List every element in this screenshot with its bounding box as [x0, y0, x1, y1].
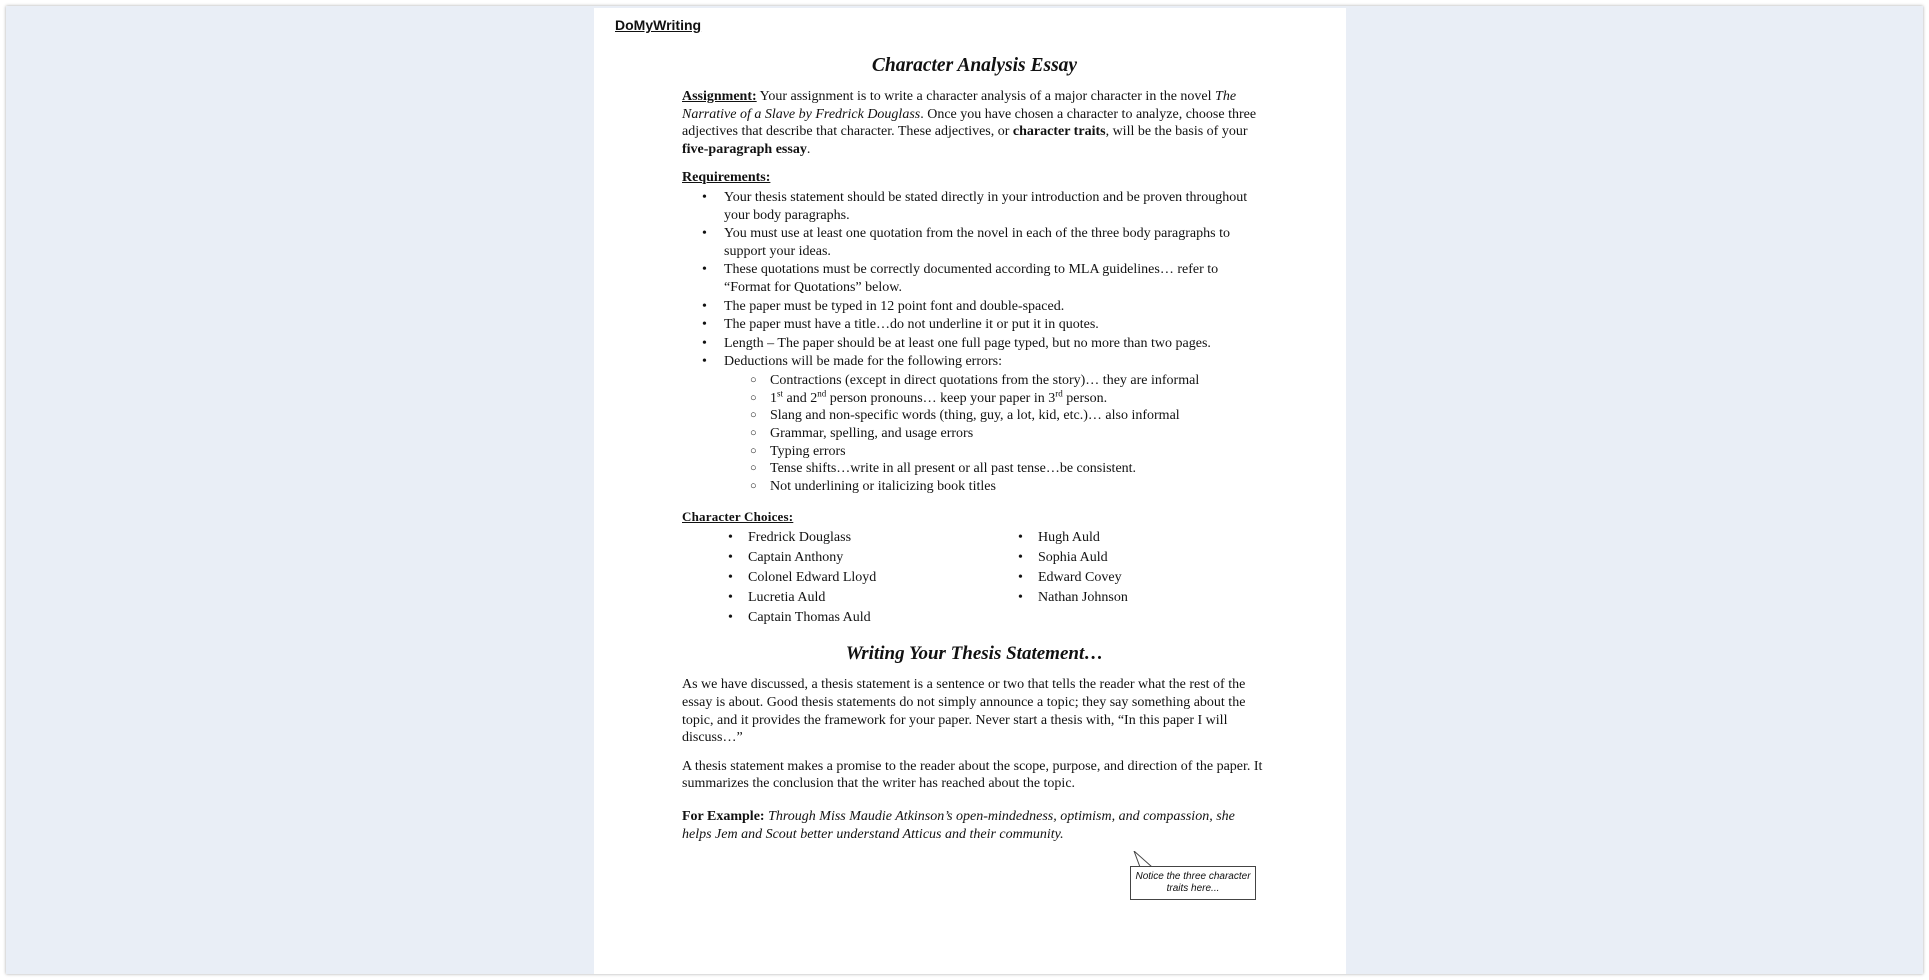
requirement-item — [724, 353, 1267, 496]
deduction-text: 1 — [770, 390, 777, 406]
character-item: • Fredrick Douglass — [748, 528, 1038, 548]
character-column-1 — [748, 528, 1038, 628]
character-item: • Sophia Auld — [1038, 548, 1128, 568]
requirement-text: The paper must have a title…do not underline it or put it in quotes. — [724, 317, 1099, 333]
example-paragraph — [682, 808, 1267, 843]
character-column-2 — [1038, 528, 1128, 628]
requirement-text: Deductions will be made for the following errors: — [724, 354, 1002, 370]
page-content — [682, 54, 1267, 854]
character-item: • Captain Thomas Auld — [748, 608, 1038, 628]
thesis-paragraph-1: As we have discussed, a thesis statement is a sentence or two that tells the reader what the rest of the essay is about. Good thesis statements do not simply announce a topic; they say something about the topic, and it provides the framework for your paper. Never start a thesis with, “In this paper I will discuss…” — [682, 677, 1246, 746]
deduction-text: person. — [1062, 390, 1108, 406]
deduction-text: and 2 — [783, 390, 818, 406]
document-title: Character Analysis Essay — [871, 55, 1078, 76]
ordinal-suffix: st — [777, 387, 784, 398]
assignment-text-2: . Once you have chosen a character to analyze, choose three adjectives that describe that character. These adjectives, or — [682, 106, 1257, 140]
character-choices — [682, 528, 1267, 628]
assignment-text-4: . — [806, 141, 811, 157]
brand-logo-text[interactable]: DoMyWriting — [615, 17, 702, 33]
requirements-list — [682, 189, 1267, 496]
requirement-item — [724, 189, 1267, 224]
deduction-item: ○ Tense shifts…write in all present or all past tense…be consistent. — [770, 460, 1267, 478]
character-item: • Hugh Auld — [1038, 528, 1128, 548]
example-label: For Example: — [682, 808, 765, 824]
requirements-section — [682, 169, 1267, 495]
character-item: • Captain Anthony — [748, 548, 1038, 568]
ordinal-suffix: nd — [817, 387, 827, 398]
requirement-text: The paper must be typed in 12 point font and double-spaced. — [724, 298, 1065, 314]
assignment-text-1: Your assignment is to write a character analysis of a major character in the novel — [756, 89, 1216, 104]
document-viewer[interactable] — [6, 6, 1923, 974]
ordinal-suffix: rd — [1055, 387, 1063, 398]
requirement-text: Your thesis statement should be stated directly in your introduction and be proven throughout your body paragraphs. — [724, 189, 1248, 223]
callout-note: Notice the three character traits here... — [1130, 866, 1256, 900]
character-item: • Colonel Edward Lloyd — [748, 568, 1038, 588]
five-paragraph-term: five-paragraph essay — [682, 141, 807, 157]
deduction-item — [770, 387, 1267, 408]
requirements-heading: Requirements: — [682, 170, 771, 186]
assignment-paragraph — [682, 88, 1267, 158]
requirement-text: These quotations must be correctly documented according to MLA guidelines… refer to “Format for Quotations” below. — [724, 262, 1219, 295]
character-traits-term: character traits — [1012, 124, 1106, 140]
requirement-item — [724, 225, 1267, 260]
thesis-section — [682, 642, 1267, 843]
requirement-item — [724, 261, 1267, 296]
character-item: • Nathan Johnson — [1038, 588, 1128, 608]
assignment-label: Assignment: — [682, 89, 757, 104]
deduction-item: ○ Not underlining or italicizing book titles — [770, 478, 1267, 496]
document-page — [594, 8, 1346, 974]
character-item: • Edward Covey — [1038, 568, 1128, 588]
example-text: Through Miss Maudie Atkinson’s open-mindedness, optimism, and compassion, she helps Jem and Scout better understand Atticus and their community. — [682, 808, 1235, 842]
character-choices-heading: Character Choices: — [682, 508, 794, 524]
requirement-text: Length – The paper should be at least one full page typed, but no more than two pages. — [724, 335, 1211, 351]
requirement-item — [724, 335, 1267, 353]
deduction-item: ○ Typing errors — [770, 443, 1267, 461]
requirement-item — [724, 316, 1267, 334]
character-item: • Lucretia Auld — [748, 588, 1038, 608]
thesis-paragraph-2: A thesis statement makes a promise to the reader about the scope, purpose, and direction of the paper. It summarizes the conclusion that the writer has reached about the topic. — [682, 758, 1263, 792]
deduction-item: ○ Slang and non-specific words (thing, guy, a lot, kid, etc.)… also informal — [770, 407, 1267, 425]
assignment-text-3: , will be the basis of your — [1105, 124, 1248, 140]
novel-title: The Narrative of a Slave by Fredrick Douglass — [682, 89, 1237, 122]
deductions-list — [724, 372, 1267, 496]
deduction-text: person pronouns… keep your paper in 3 — [826, 390, 1056, 406]
requirement-item — [724, 298, 1267, 316]
thesis-heading: Writing Your Thesis Statement… — [845, 643, 1104, 665]
deduction-item: ○ Contractions (except in direct quotations from the story)… they are informal — [770, 372, 1267, 390]
deduction-item: ○ Grammar, spelling, and usage errors — [770, 425, 1267, 443]
requirement-text: You must use at least one quotation from the novel in each of the three body paragraphs to support your ideas. — [724, 226, 1230, 259]
